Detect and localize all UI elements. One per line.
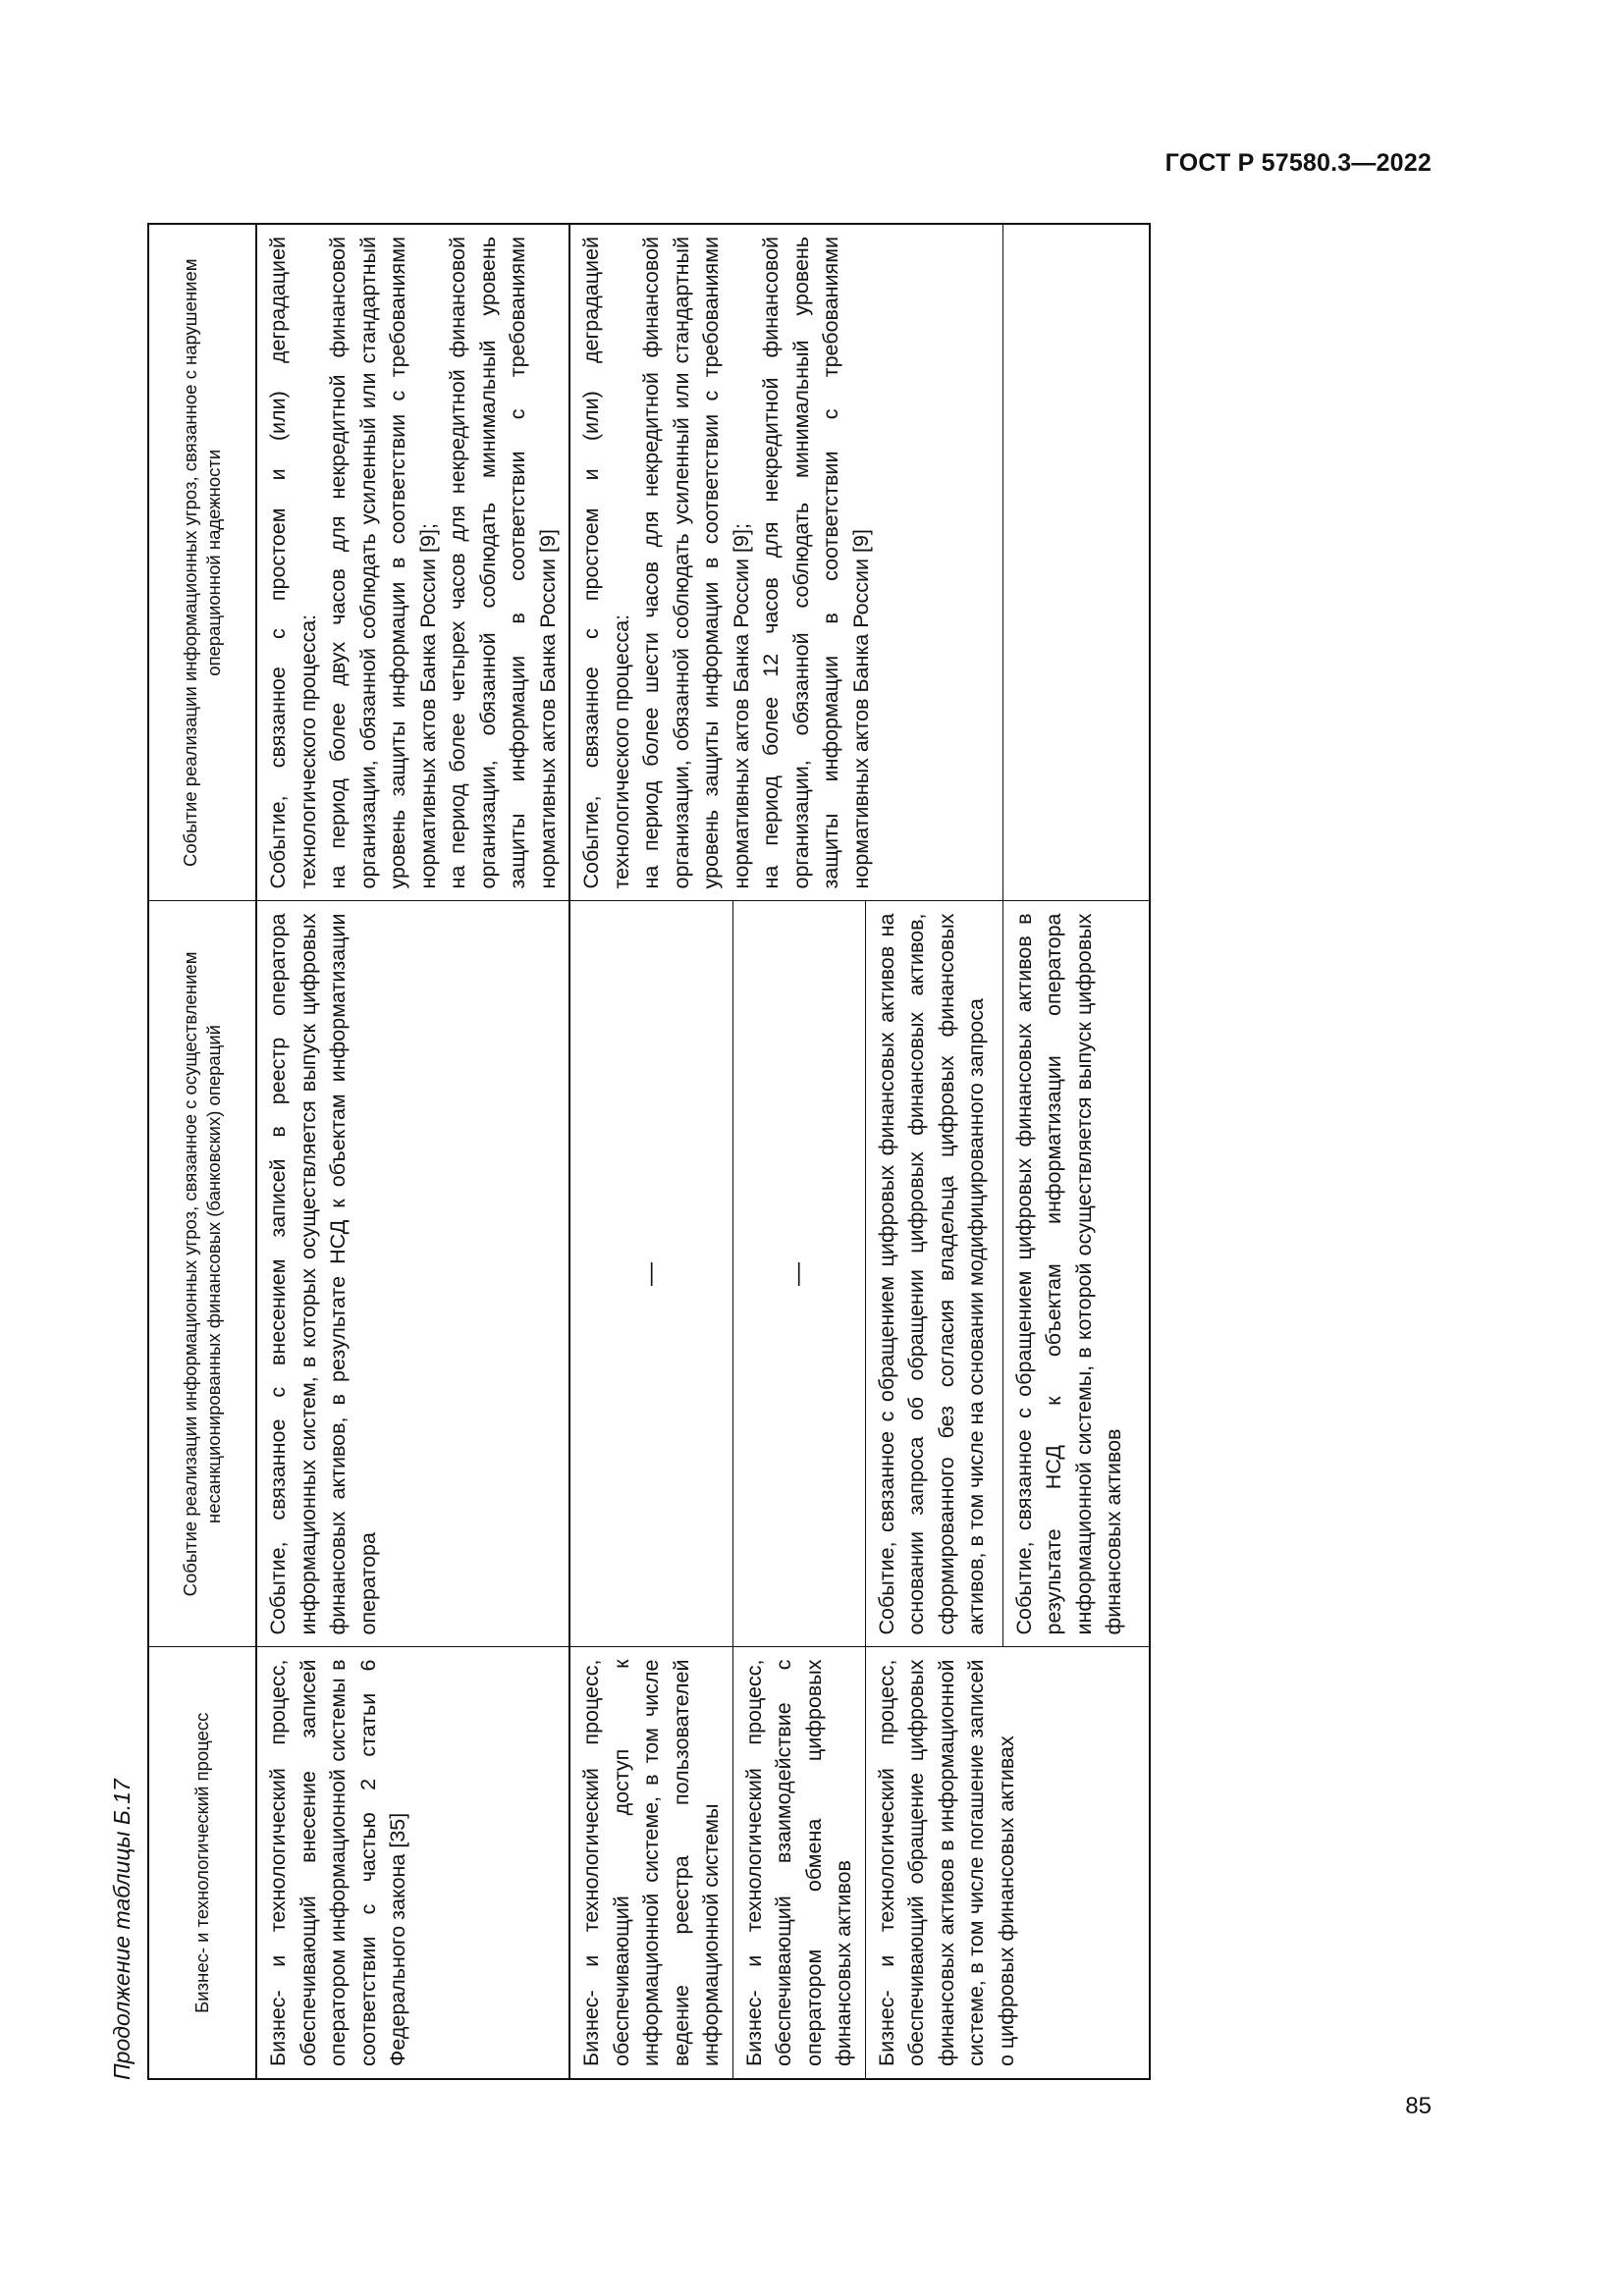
table-row xyxy=(256,224,569,2079)
reliability-text: на период более четырех часов для некредитной финансовой организации, обязанной соблюдать минимальный уровень защиты информации в соответствии с требованиями нормативных актов Банка России [9] xyxy=(446,237,560,889)
cell-reliability xyxy=(256,224,569,901)
page-number: 85 xyxy=(1405,2093,1432,2119)
cell-process: Бизнес- и технологический процесс, обеспечивающий обращение цифровых финансовых активов в информационной системе, в том числе погашение записей о цифровых финансовых активах xyxy=(865,1647,1150,2079)
cell-process: Бизнес- и технологический процесс, обеспечивающий доступ к информационной системе, в том числе ведение реестра пользователей информационной системы xyxy=(569,1647,732,2079)
cell-unauthorized: — xyxy=(569,901,732,1647)
table-row xyxy=(569,224,732,2079)
column-header-process: Бизнес- и технологический процесс xyxy=(148,1647,256,2079)
cell-unauthorized: Событие, связанное с внесением записей в реестр оператора информационных систем, в которых осуществляется выпуск цифровых финансовых активов, в результате НСД к объектам информатизации оператора xyxy=(256,901,569,1647)
reliability-text: на период более шести часов для некредитной финансовой организации, обязанной соблюдать усиленный или стандартный уровень защиты информации в соответствии с требованиями нормативных актов Банка России [9]; xyxy=(639,237,753,889)
rotated-table-block xyxy=(106,225,1186,2080)
cell-unauthorized: Событие, связанное с обращением цифровых финансовых активов в результате НСД к объектам информатизации оператора информационной системы, в которой осуществляется выпуск цифровых финансовых активов xyxy=(1002,901,1150,1647)
cell-unauthorized: — xyxy=(732,901,865,1647)
cell-process: Бизнес- и технологический процесс, обеспечивающий внесение записей оператором информационной системы в соответствии с частью 2 статьи 6 Федерального закона [35] xyxy=(256,1647,569,2079)
table-caption: Продолжение таблицы Б.17 xyxy=(109,1779,135,2080)
cell-reliability xyxy=(569,224,1002,901)
reliability-text: на период более 12 часов для некредитной финансовой организации, обязанной соблюдать минимальный уровень защиты информации в соответствии с требованиями нормативных актов Банка России [9] xyxy=(759,237,873,889)
column-header-unauthorized: Событие реализации информационных угроз, связанное с осуществлением несанкционированных финансовых (банковских) операций xyxy=(148,901,256,1647)
table-header-row xyxy=(148,224,256,2079)
threat-events-table xyxy=(147,223,1151,2080)
reliability-text: Событие, связанное с простоем и (или) деградацией технологического процесса: xyxy=(266,237,320,889)
reliability-text: Событие, связанное с простоем и (или) деградацией технологического процесса: xyxy=(579,237,633,889)
document-standard-header: ГОСТ Р 57580.3—2022 xyxy=(1164,149,1432,177)
cell-process: Бизнес- и технологический процесс, обеспечивающий взаимодействие с оператором обмена цифровых финансовых активов xyxy=(732,1647,865,2079)
column-header-reliability: Событие реализации информационных угроз, связанное с нарушением операционной надежности xyxy=(148,224,256,901)
cell-unauthorized: Событие, связанное с обращением цифровых финансовых активов на основании запроса об обращении цифровых финансовых активов, сформированного без согласия владельца цифровых финансовых активов, в том числе на основании модифицированного запроса xyxy=(865,901,1002,1647)
cell-reliability-empty xyxy=(1002,224,1150,901)
reliability-text: на период более двух часов для некредитной финансовой организации, обязанной соблюдать усиленный или стандартный уровень защиты информации в соответствии с требованиями нормативных актов Банка России [9]; xyxy=(326,237,440,889)
